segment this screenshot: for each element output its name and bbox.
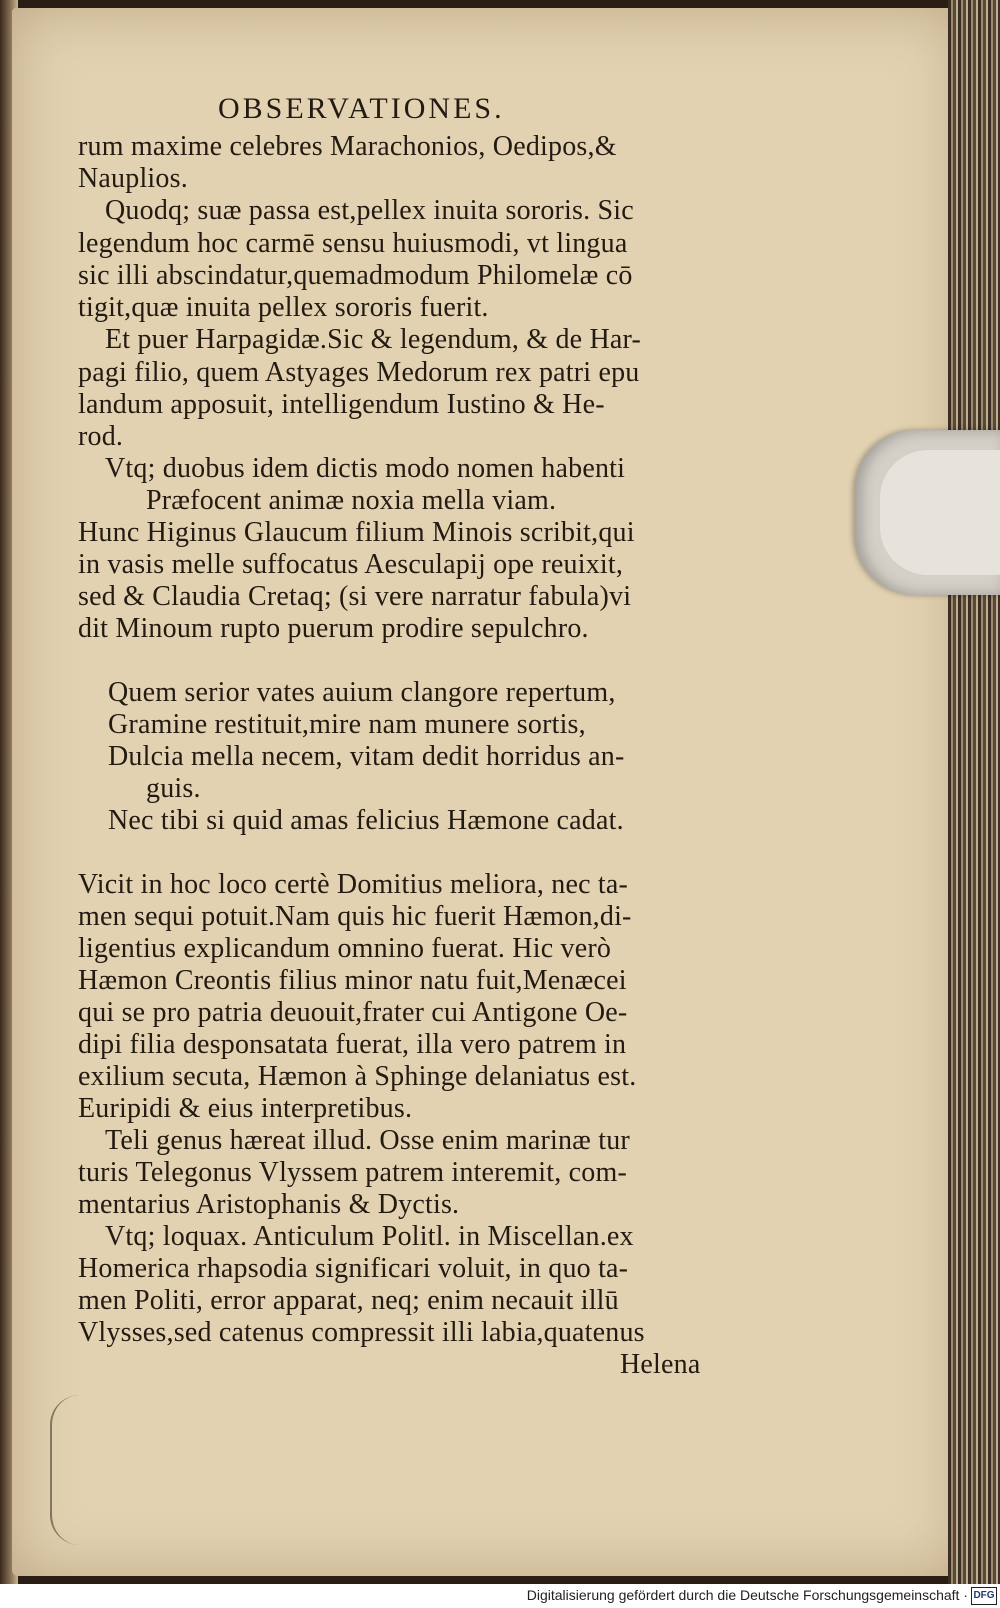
text-line: Hæmon Creontis filius minor natu fuit,Menæcei [78,965,627,996]
text-line: qui se pro patria deuouit,frater cui Antigone Oe- [78,997,628,1028]
dfg-logo: DFG [971,1587,997,1605]
text-line: landum apposuit, intelligendum Iustino & He- [78,389,605,420]
text-line: turis Telegonus Vlyssem patrem interemit, com- [78,1157,627,1188]
text-line: Vtq; duobus idem dictis modo nomen habenti [105,453,626,484]
text-line: Euripidi & eius interpretibus. [78,1093,413,1124]
text-line: sic illi abscindatur,quemadmodum Philomelæ cō [78,260,633,291]
verse-line: Quem serior vates auium clangore repertum, [108,677,616,708]
text-line: rum maxime celebres Marachonios, Oedipos,& [78,131,617,162]
funding-credit: Digitalisierung gefördert durch die Deutsche Forschungsgemeinschaft · [526,1587,968,1603]
text-line: men Politi, error apparat, neq; enim necauit illū [78,1285,619,1316]
text-line: rod. [78,421,124,452]
text-line: Hunc Higinus Glaucum filium Minois scribit,qui [78,517,635,548]
text-line: Homerica rhapsodia significari voluit, in quo ta- [78,1253,629,1284]
text-line: Teli genus hæreat illud. Osse enim marinæ tur [105,1125,630,1156]
catchword: Helena [620,1349,701,1380]
text-line: tigit,quæ inuita pellex sororis fuerit. [78,292,489,323]
verse-line: Gramine restituit,mire nam munere sortis, [108,709,586,740]
text-line: in vasis melle suffocatus Aesculapij ope reuixit, [78,549,624,580]
text-line: Vlysses,sed catenus compressit illi labia,quatenus [78,1317,645,1348]
text-line: Nauplios. [78,163,188,194]
text-line: sed & Claudia Cretaq; (si vere narratur fabula)vi [78,581,632,612]
text-line: mentarius Aristophanis & Dyctis. [78,1189,460,1220]
running-header: OBSERVATIONES. [218,92,505,125]
text-line: Quodq; suæ passa est,pellex inuita sororis. Sic [105,195,634,226]
text-line: pagi filio, quem Astyages Medorum rex patri epu [78,357,640,388]
text-line: Et puer Harpagidæ.Sic & legendum, & de Har- [105,324,642,355]
text-line: ligentius explicandum omnino fuerat. Hic verò [78,933,612,964]
text-line: exilium secuta, Hæmon à Sphinge delaniatus est. [78,1061,637,1092]
verse-line: Præfocent animæ noxia mella viam. [146,485,557,516]
verse-line: guis. [146,773,201,804]
text-line: dit Minoum rupto puerum prodire sepulchro. [78,613,589,644]
verse-line: Dulcia mella necem, vitam dedit horridus an- [108,741,625,772]
text-line: legendum hoc carmē sensu huiusmodi, vt lingua [78,228,628,259]
digitization-footer [0,1584,1000,1608]
text-line: men sequi potuit.Nam quis hic fuerit Hæmon,di- [78,901,632,932]
text-line: Vtq; loquax. Anticulum Politl. in Miscellan.ex [105,1221,634,1252]
text-line: Vicit in hoc loco certè Domitius meliora, nec ta- [78,869,629,900]
verse-line: Nec tibi si quid amas felicius Hæmone cadat. [108,805,624,836]
text-line: dipi filia desponsatata fuerat, illa vero patrem in [78,1029,627,1060]
